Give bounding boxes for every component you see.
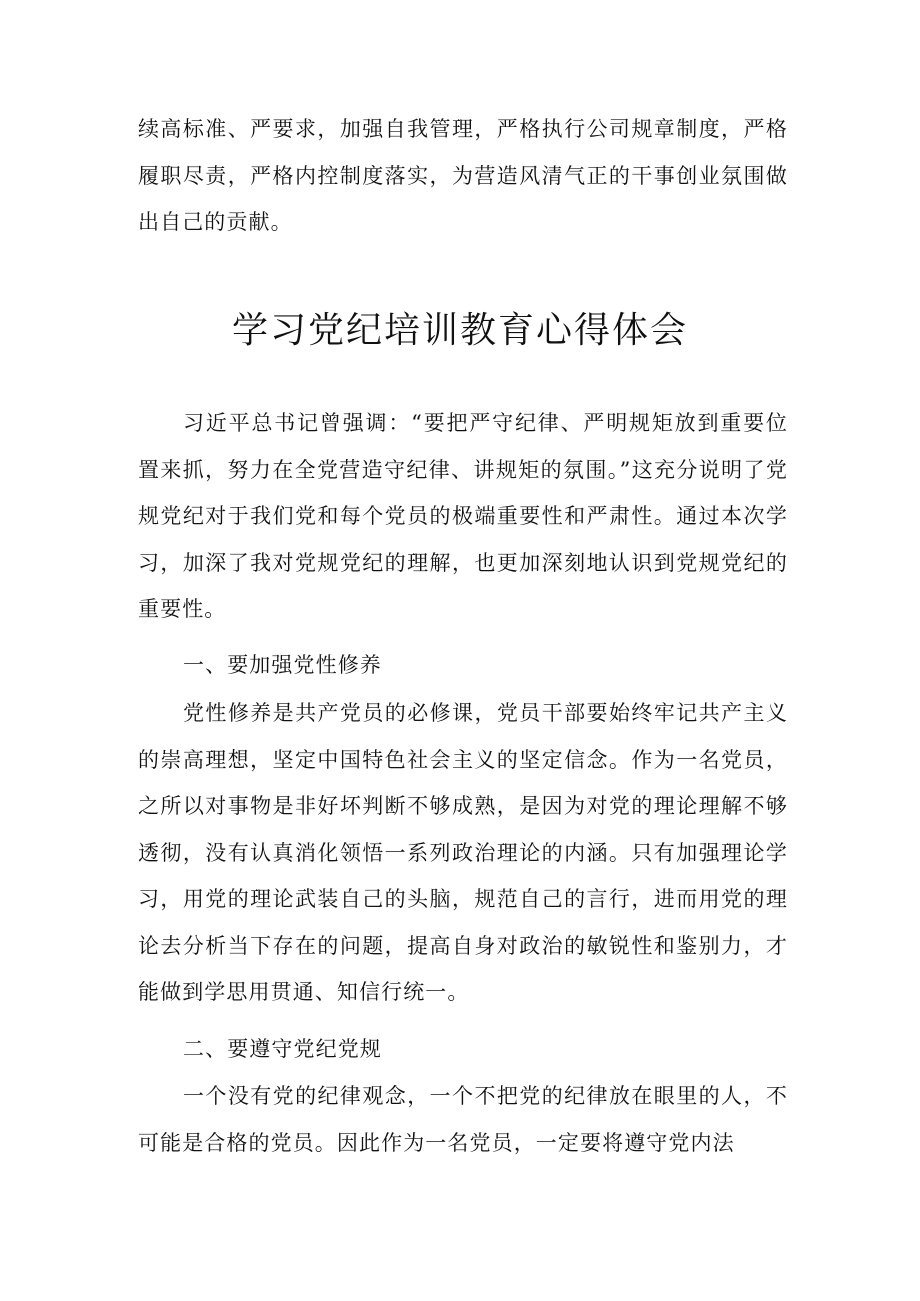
section-2-paragraph: 一个没有党的纪律观念，一个不把党的纪律放在眼里的人，不可能是合格的党员。因此作为一名党员，一定要将遵守党内法 (138, 1084, 788, 1155)
section-1-paragraph: 党性修养是共产党员的必修课，党员干部要始终牢记共产主义的崇高理想，坚定中国特色社会主义的坚定信念。作为一名党员，之所以对事物是非好坏判断不够成熟，是因为对党的理论理解不够透彻，没有认真消化领悟一系列政治理论的内涵。只有加强理论学习，用党的理论武装自己的头脑，规范自己的言行，进而用党的理论去分析当下存在的问题，提高自身对政治的敏锐性和鉴别力，才能做到学思用贯通、知信行统一。 (138, 701, 788, 1004)
continuation-paragraph: 续高标准、严要求，加强自我管理，严格执行公司规章制度，严格履职尽责，严格内控制度落实，为营造风清气正的干事创业氛围做出自己的贡献。 (138, 117, 788, 234)
intro-paragraph: 习近平总书记曾强调：“要把严守纪律、严明规矩放到重要位置来抓，努力在全党营造守纪律、讲规矩的氛围。”这充分说明了党规党纪对于我们党和每个党员的极端重要性和严肃性。通过本次学习，加深了我对党规党纪的理解，也更加深刻地认识到党规党纪的重要性。 (138, 411, 788, 621)
section-2-heading: 二、要遵守党纪党规 (183, 1037, 382, 1061)
section-1-heading: 一、要加强党性修养 (183, 653, 382, 677)
article-title: 学习党纪培训教育心得体会 (231, 310, 688, 351)
